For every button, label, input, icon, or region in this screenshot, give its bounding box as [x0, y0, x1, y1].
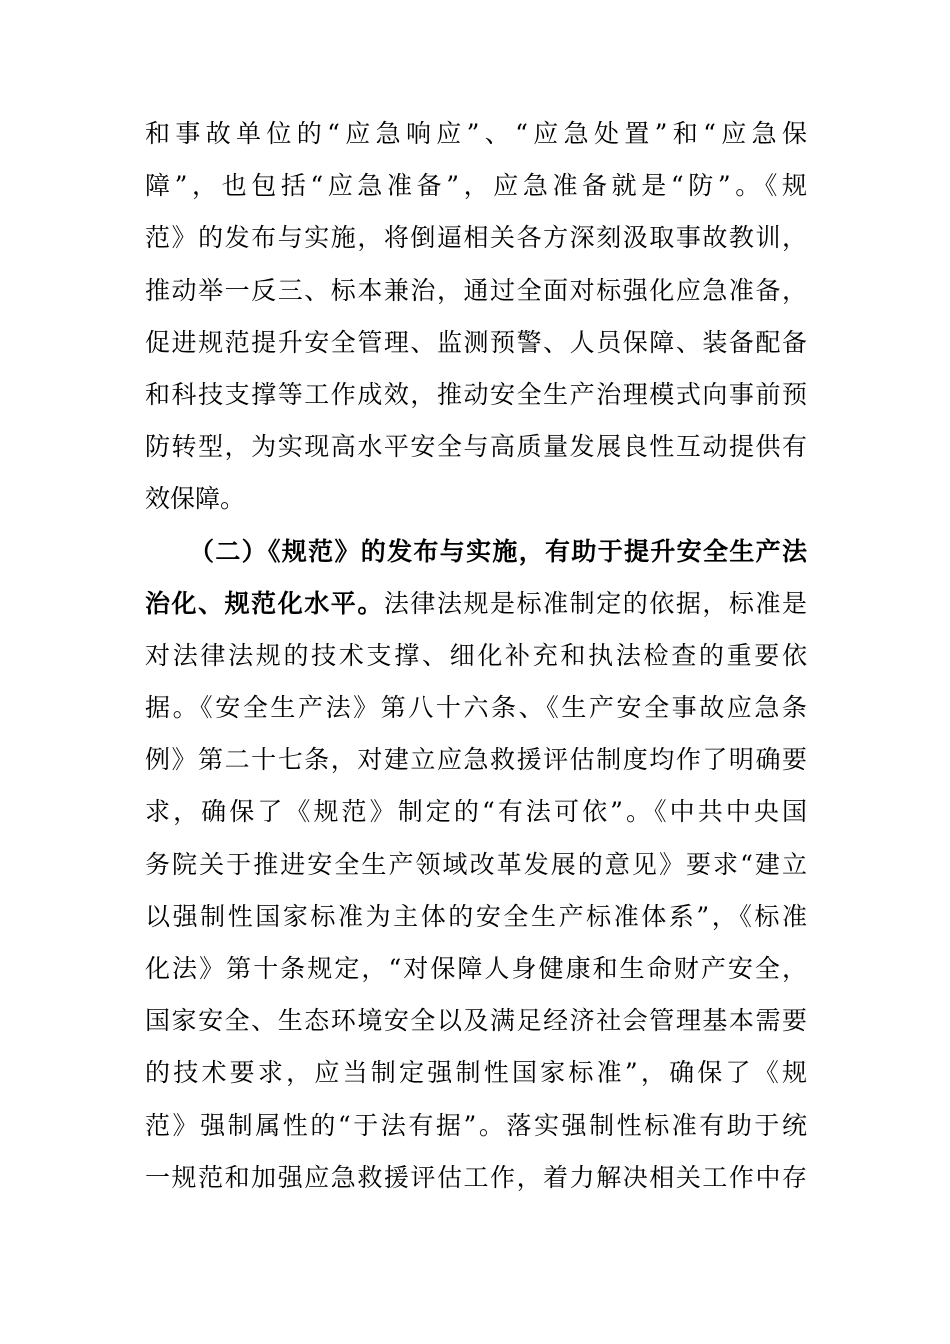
- text-line: 据。《安全生产法》第八十六条、《生产安全事故应急条: [145, 693, 807, 723]
- text-line: 国家安全、生态环境安全以及满足经济社会管理基本需要: [145, 1006, 807, 1036]
- text-line: 促进规范提升安全管理、监测预警、人员保障、装备配备: [145, 327, 807, 357]
- text-line: 障”，也包括“应急准备”，应急准备就是“防”。《规: [145, 171, 807, 201]
- text-line: 务院关于推进安全生产领域改革发展的意见》要求“建立: [145, 849, 807, 879]
- text-line: 以强制性国家标准为主体的安全生产标准体系”，《标准: [145, 901, 807, 931]
- text-line: 求，确保了《规范》制定的“有法可依”。《中共中央国: [145, 797, 807, 827]
- text-line: 化法》第十条规定，“对保障人身健康和生命财产安全，: [145, 954, 807, 983]
- text-line: 范》的发布与实施，将倒逼相关各方深刻汲取事故教训，: [145, 223, 807, 253]
- text-line: 的技术要求，应当制定强制性国家标准”，确保了《规: [145, 1058, 807, 1088]
- text-line: 和科技支撑等工作成效，推动安全生产治理模式向事前预: [145, 379, 807, 409]
- text-line: 范》强制属性的“于法有据”。落实强制性标准有助于统: [145, 1110, 807, 1140]
- text-line: 效保障。: [145, 484, 246, 514]
- text-line: 一规范和加强应急救援评估工作，着力解决相关工作中存: [145, 1162, 807, 1192]
- text-line: 例》第二十七条，对建立应急救援评估制度均作了明确要: [145, 745, 807, 775]
- text-line: 推动举一反三、标本兼治，通过全面对标强化应急准备，: [145, 275, 807, 305]
- text-line: 防转型，为实现高水平安全与高质量发展良性互动提供有: [145, 432, 807, 462]
- text-line: 对法律法规的技术支撑、细化补充和执法检查的重要依: [145, 640, 807, 670]
- section-heading-continuation: [145, 578, 807, 630]
- text-run: 法律法规是标准制定的依据，标准是: [383, 588, 807, 618]
- section-heading-end: 治化、规范化水平。: [145, 588, 384, 618]
- text-line: 和事故单位的“应急响应”、“应急处置”和“应急保: [145, 119, 807, 148]
- body-text: [145, 108, 807, 1204]
- section-heading: （二）《规范》的发布与实施，有助于提升安全生产法: [189, 536, 807, 566]
